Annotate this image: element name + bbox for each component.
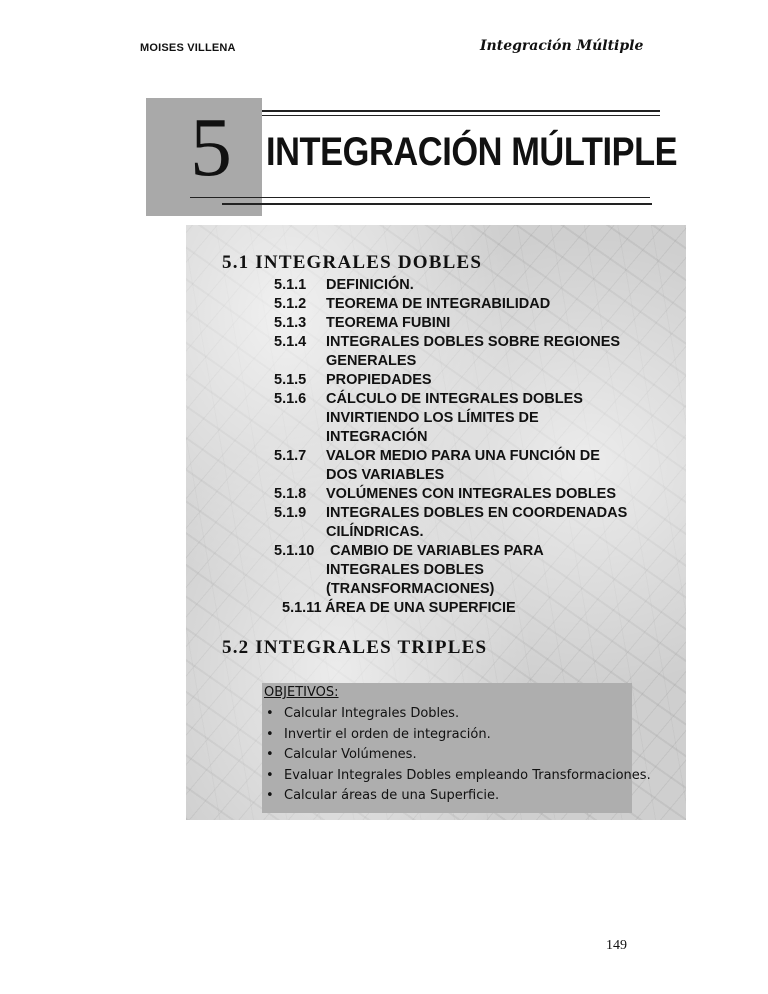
- toc-item-text: INTEGRALES DOBLES: [326, 562, 484, 578]
- section-title-5-2: 5.2 INTEGRALES TRIPLES: [222, 637, 488, 658]
- toc-item-number: 5.1.3: [274, 315, 307, 331]
- toc-item: [274, 504, 627, 542]
- objectives-heading: OBJETIVOS:: [264, 685, 339, 700]
- toc-item-number: 5.1.1: [274, 277, 307, 293]
- toc-item-number: 5.1.9: [274, 505, 307, 521]
- toc-item: [274, 314, 450, 333]
- objective-text: Calcular Integrales Dobles.: [284, 706, 460, 721]
- toc-item-text: INTEGRALES DOBLES EN COORDENADAS: [326, 505, 628, 521]
- chapter-title: INTEGRACIÓN MÚLTIPLE: [266, 130, 678, 174]
- toc-item: [274, 542, 544, 599]
- top-rule-thin: [262, 115, 660, 116]
- toc-item: [274, 276, 414, 295]
- toc-item-text: CAMBIO DE VARIABLES PARA: [330, 543, 544, 559]
- objective-item: [266, 747, 417, 762]
- objective-text: Invertir el orden de integración.: [284, 726, 491, 742]
- toc-item: [274, 447, 600, 485]
- toc-item-number: 5.1.6: [274, 391, 307, 407]
- toc-item: [274, 485, 616, 504]
- toc-item: [274, 390, 583, 447]
- toc-item-text: VOLÚMENES CON INTEGRALES DOBLES: [326, 486, 617, 502]
- toc-item-text: DEFINICIÓN.: [326, 277, 414, 293]
- toc-item-number: 5.1.4: [274, 334, 307, 350]
- toc-item: [282, 599, 516, 618]
- toc-item-text: DOS VARIABLES: [326, 467, 445, 483]
- toc-item-text: GENERALES: [326, 353, 417, 369]
- toc-item-text: PROPIEDADES: [326, 372, 432, 388]
- header-subject: Integración Múltiple: [480, 38, 644, 54]
- toc-item-text: TEOREMA FUBINI: [326, 315, 451, 331]
- page-number: 149: [606, 938, 627, 953]
- toc-item-text: TEOREMA DE INTEGRABILIDAD: [326, 296, 551, 312]
- toc-item-text: INTEGRACIÓN: [326, 429, 428, 445]
- toc-item: [274, 295, 550, 314]
- toc-item: [274, 333, 620, 371]
- toc-item-text: CÁLCULO DE INTEGRALES DOBLES: [326, 391, 583, 407]
- toc-item: [274, 371, 432, 390]
- toc-item-number: 5.1.7: [274, 448, 307, 464]
- toc-item-number: 5.1.2: [274, 296, 307, 312]
- top-rule: [262, 110, 660, 112]
- toc-item-number: 5.1.11: [282, 600, 322, 616]
- objective-item: [266, 706, 459, 721]
- objective-item: [266, 727, 491, 742]
- toc-item-text: (TRANSFORMACIONES): [326, 581, 495, 597]
- objective-item: [266, 788, 499, 803]
- header-author: MOISES VILLENA: [140, 42, 236, 54]
- toc-item-text: INTEGRALES DOBLES SOBRE REGIONES: [326, 334, 621, 350]
- bottom-rule-thick: [222, 203, 652, 205]
- bullet-icon: •: [266, 788, 274, 803]
- objective-item: [266, 768, 651, 783]
- toc-item-number: 5.1.5: [274, 372, 307, 388]
- bullet-icon: •: [266, 726, 274, 742]
- toc-item-text: VALOR MEDIO PARA UNA FUNCIÓN DE: [326, 448, 600, 464]
- chapter-number: 5: [190, 101, 232, 194]
- toc-item-number: 5.1.8: [274, 486, 307, 502]
- section-title-5-1: 5.1 INTEGRALES DOBLES: [222, 252, 483, 273]
- bottom-rule: [190, 197, 650, 198]
- bullet-icon: •: [266, 747, 274, 762]
- bullet-icon: •: [266, 767, 274, 783]
- objective-text: Evaluar Integrales Dobles empleando Transformaciones.: [284, 767, 651, 783]
- bullet-icon: •: [266, 706, 274, 721]
- toc-item-text: INVIRTIENDO LOS LÍMITES DE: [326, 410, 539, 426]
- toc-item-number: 5.1.10: [274, 543, 315, 559]
- objective-text: Calcular áreas de una Superficie.: [284, 788, 500, 803]
- toc-item-text: CILÍNDRICAS.: [326, 524, 424, 540]
- objective-text: Calcular Volúmenes.: [284, 747, 417, 762]
- toc-item-text: ÁREA DE UNA SUPERFICIE: [325, 600, 516, 616]
